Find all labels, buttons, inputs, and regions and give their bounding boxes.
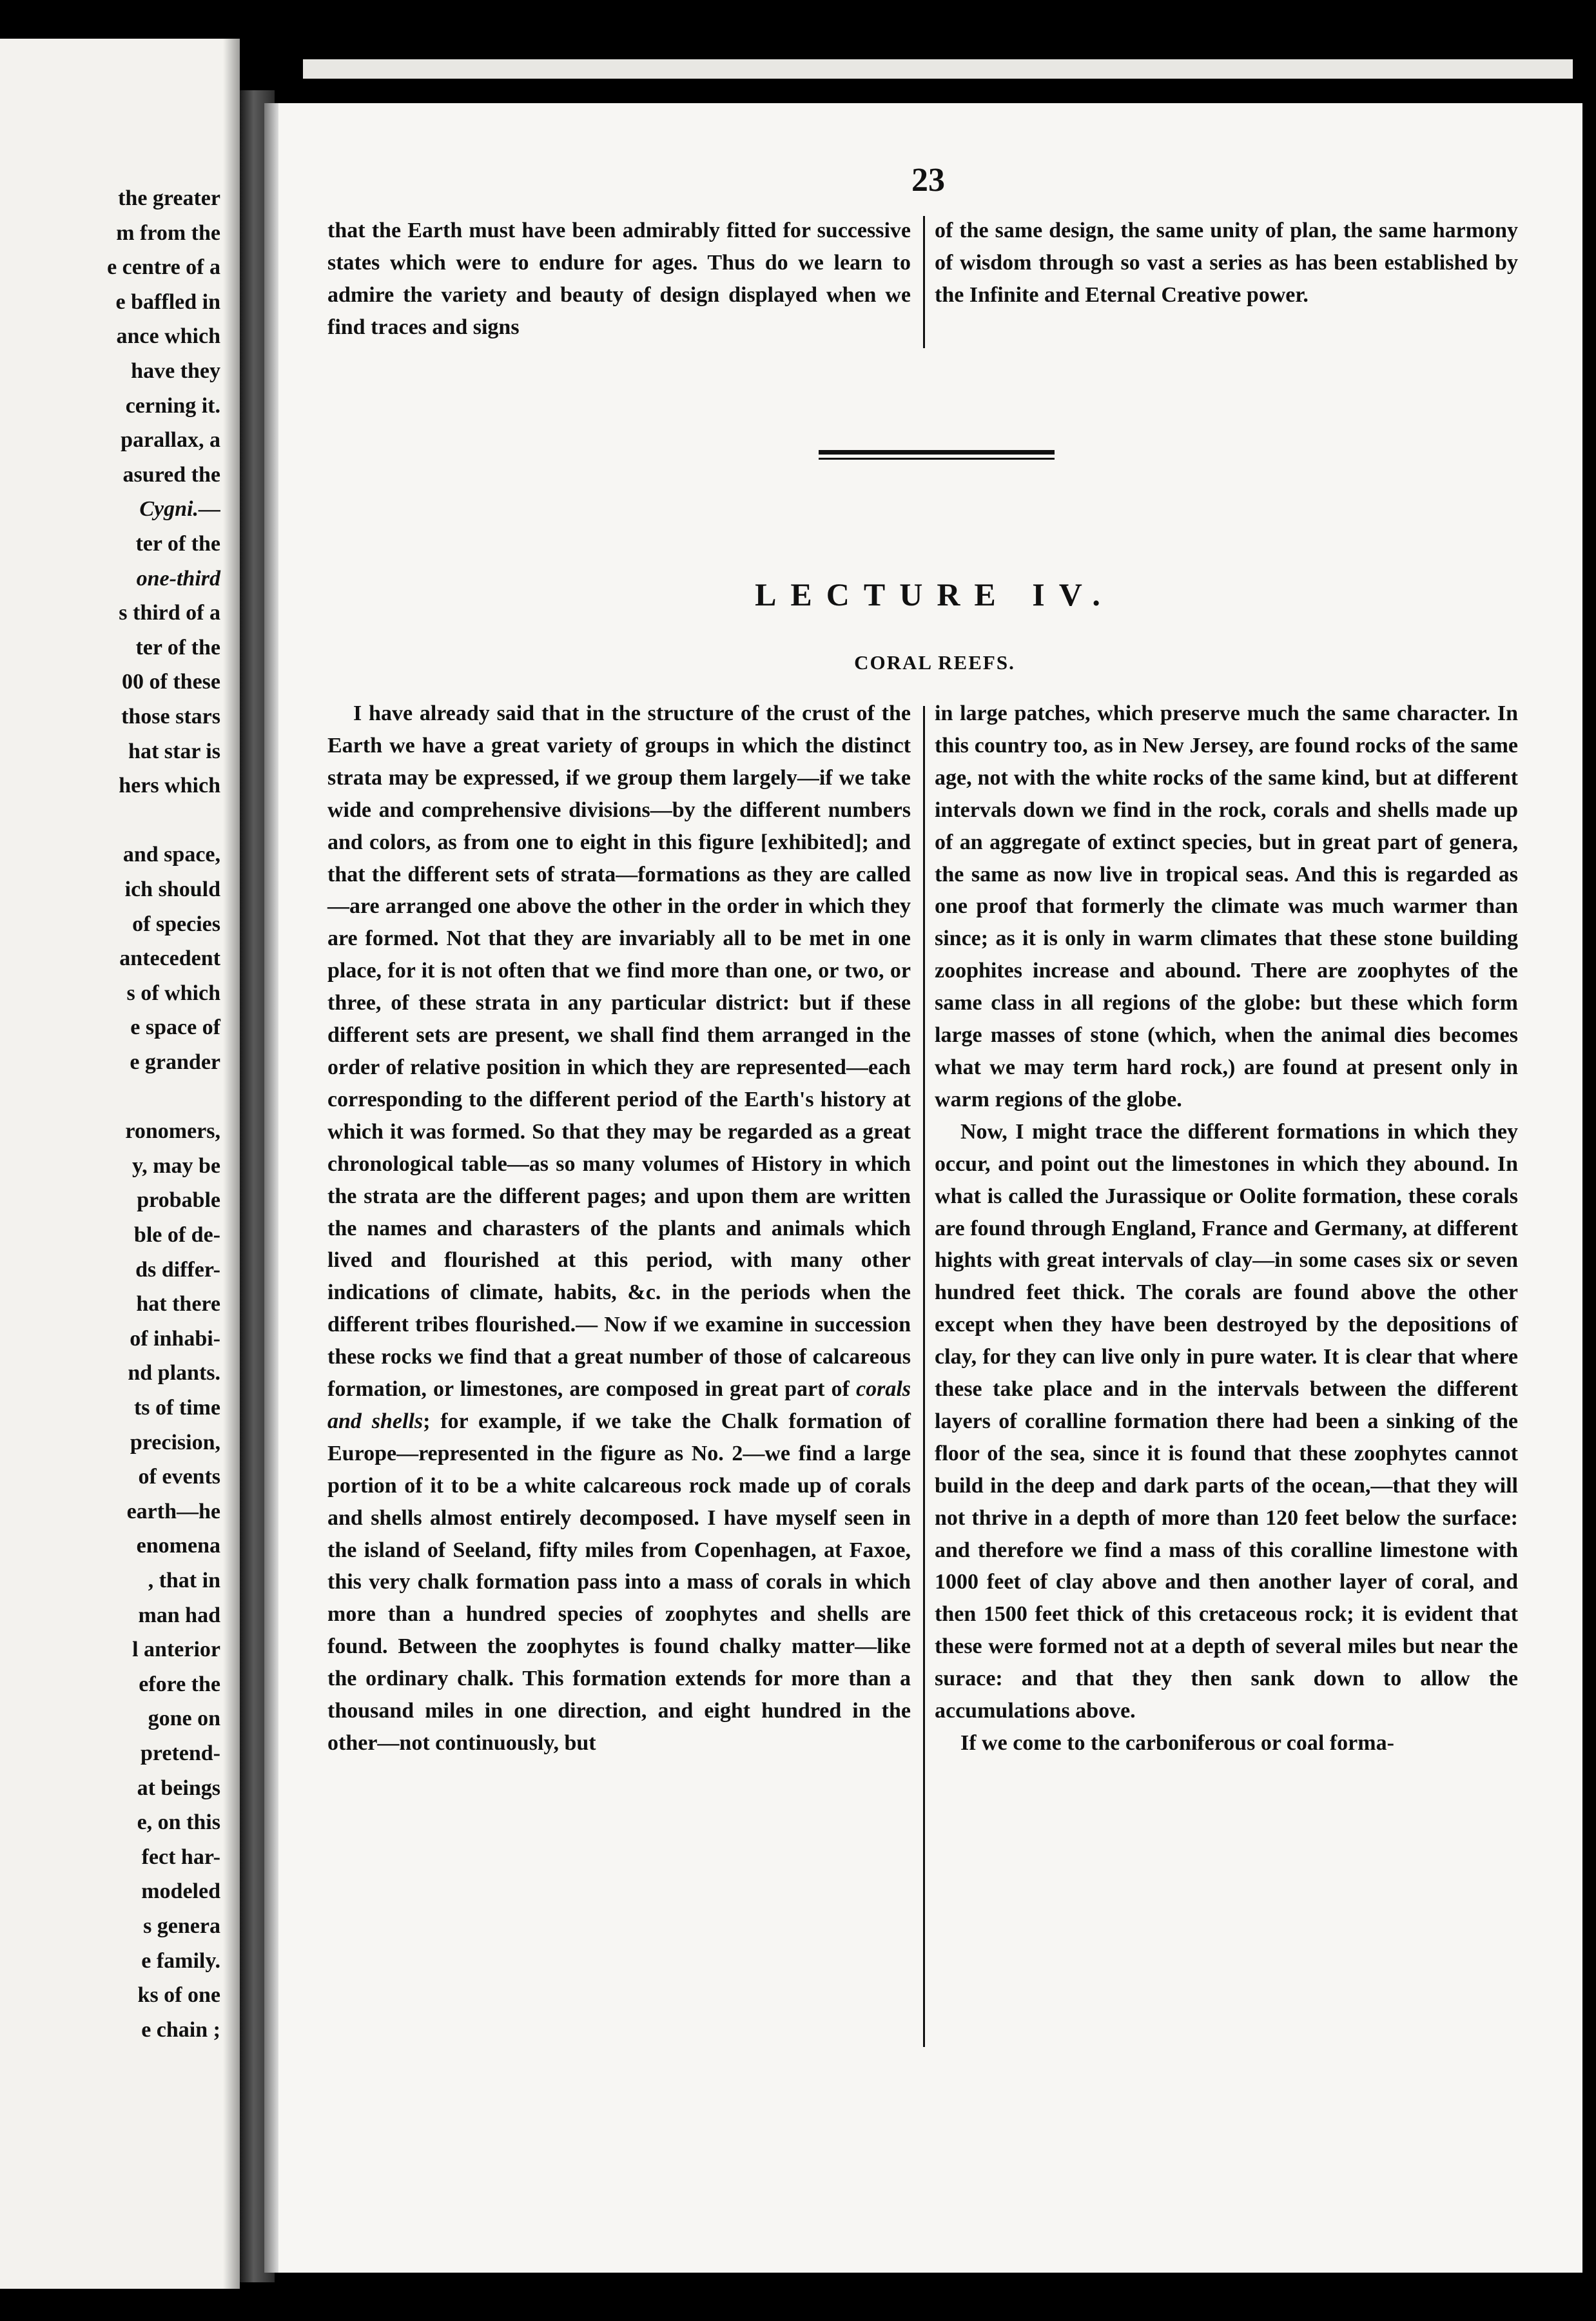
left-page-line: nd plants. [128,1361,220,1386]
lecture-right-column [935,698,1518,1759]
left-page-line: m from the [116,220,220,245]
left-page-line: modeled [141,1879,220,1904]
page-edge-shadow [264,103,278,2273]
left-page-line: e baffled in [115,289,220,314]
left-page-line: gone on [148,1707,220,1731]
left-page-line: , that in [148,1569,220,1592]
left-page-line: of species [132,912,220,936]
left-page-line: e grander [130,1050,220,1074]
left-page-line: antecedent [119,946,220,971]
left-page-line: e space of [130,1015,220,1040]
left-page-line: those stars [121,705,220,729]
left-page-line: pretend- [140,1741,220,1765]
top-page-edge [303,59,1573,79]
left-page-line: earth—he [126,1499,220,1523]
left-page-line: precision, [130,1430,220,1454]
lecture-title: LECTURE IV. [755,576,1114,612]
paragraph: Now, I might trace the different formations in which they occur, and point out the limestones in which they abound. In what is called the Jurassique or Oolite formation, these corals are found through England, France and Germany, at different hights with great intervals of clay—in some cases six or seven hundred feet thick. The corals are found above the other except when they have been destroyed by the depositions of clay, for they can live only in pure water. It is clear that where these take place and in the intervals between the different layers of coralline formation there had been a sinking of the floor of the sea, since it is found that these zoophytes cannot build in the deep and dark parts of the ocean,—that they will not thrive in a depth of more than 120 feet below the surface: and therefore we find a mass of this coralline limestone with 1000 feet of clay above and then another layer of coral, and then 1500 feet thick of this cretaceous rock; it is evident that these were formed not at a depth of several miles but near the surace: and that they then sank down to allow the accumulations above. [935,1119,1518,1723]
left-page-line: one-third [136,566,220,591]
left-page-line: asured the [122,462,220,487]
page-number: 23 [911,162,945,199]
left-page-line: efore the [139,1672,220,1696]
left-page-line: ble of de- [133,1223,220,1247]
italic-phrase: corals and shells [327,1377,911,1433]
left-page-line: Cygni.— [139,497,220,522]
left-page-line: ter of the [135,635,220,660]
lecture-subtitle: CORAL REEFS. [854,651,1015,674]
left-page-line: of events [138,1465,220,1489]
left-page-line: ich should [124,877,220,901]
left-page-line: ronomers, [125,1119,220,1144]
paragraph-text: ; for example, if we take the Chalk formation of Europe—represented in the figure as No. 2—we find a large portion of it to be a white calcareous rock made up of corals and shells almost entirely decomposed. I have myself seen in the island of Seeland, fifty miles from Copenhagen, at Faxoe, this very chalk formation pass into a mass of corals in which more than a hundred species of zoophytes and shells are found. Between the zoophytes is found chalky matter—like the ordinary chalk. This formation extends for more than a thousand miles in one direction, and eight hundred in the other—not continuously, but [327,1409,911,1755]
left-page-line: probable [137,1188,220,1213]
left-page-line: e centre of a [107,255,220,280]
column-divider [923,706,925,2047]
left-page-line: 00 of these [122,670,220,694]
paragraph: that the Earth must have been admirably fitted for successive states which were to endure for ages. Thus do we learn to admire the variety and beauty of design displayed when we find traces and signs [327,219,911,339]
continued-text-left-column [327,215,911,344]
left-page-line: ks of one [137,1983,220,2008]
page-shadow [223,39,240,2289]
left-page-line: man had [138,1603,220,1627]
left-page-line: fect har- [141,1845,220,1869]
left-page-line: enomena [136,1534,220,1558]
paragraph-text: I have already said that in the structure of the crust of the Earth we have a great variety of groups in which the distinct strata may be expressed, if we group them largely—if we take wide and comprehensive divisions—by the different numbers and colors, as from one to eight in this figure [exhibited]; and that the different sets of strata—formations as they are called—are arranged one above the other in the order in which they are formed. Not that they are invariably all to be met in one place, for it is not often that we find more than one, or two, or three, of these strata in any particular district: but if these different sets are present, we shall find them arranged in the order of relative position in which they are represented—each corresponding to the different period of the Earth's history at which it was formed. So that they may be regarded as a great chronological table—as so many volumes of History in which the strata are the different pages; and upon them are written the names and charasters of the plants and animals which lived and flourished at this period, with many other indications of climate, habits, &c. in the periods when the different tribes flourished.— Now if we examine in succession these rocks we find that a great number of those of calcareous formation, or limestones, are composed in great part of [327,701,911,1402]
column-divider [923,216,925,348]
left-page-line: hat there [136,1292,220,1317]
paragraph: of the same design, the same unity of plan, the same harmony of wisdom through so vast a series as has been established by the Infinite and Eternal Creative power. [935,219,1518,307]
left-page-fragment [0,39,240,2289]
left-page-line: at beings [137,1776,220,1800]
section-divider-rule [819,450,1055,465]
left-page-line: s genera [143,1914,220,1938]
left-page-line: have they [131,359,220,383]
left-page-line: of inhabi- [130,1326,220,1351]
left-page-line: hat star is [128,739,220,763]
left-page-line: ance which [116,324,220,349]
left-page-line: y, may be [132,1153,220,1178]
paragraph: in large patches, which preserve much the same character. In this country too, as in New Jersey, are found rocks of the same age, not with the white rocks of the same kind, but at different intervals down we find in the rock, corals and shells made up of an aggregate of extinct species, but in great part of genera, the same as now live in tropical seas. And this is regarded as one proof that formerly the climate was much warmer than since; as it is only in warm climates that these stone building zoophites increase and abound. There are zoophytes of the same class in all regions of the globe: but these which form large masses of stone (which, when the animal dies becomes what we may term hard rock,) are found at present only in warm regions of the globe. [935,701,1518,1112]
left-page-line: e family. [141,1948,220,1973]
left-page-line: the greater [118,186,220,210]
left-page-line: ter of the [135,532,220,556]
continued-text-right-column [935,215,1518,311]
lecture-left-column [327,698,911,1759]
left-page-line: ds differ- [135,1257,220,1282]
left-page-line: s of which [126,981,220,1005]
left-page-line: l anterior [132,1638,220,1662]
left-page-line: parallax, a [121,428,220,453]
left-page-line: cerning it. [125,393,220,418]
left-page-line: and space, [122,843,220,867]
paragraph [327,698,911,1759]
left-page-line: s third of a [119,601,220,625]
paragraph: If we come to the carboniferous or coal forma- [960,1731,1394,1755]
left-page-line: e, on this [137,1810,220,1835]
left-page-line: hers which [119,774,220,798]
left-page-line: e chain ; [141,2017,220,2042]
left-page-line: ts of time [133,1396,220,1420]
